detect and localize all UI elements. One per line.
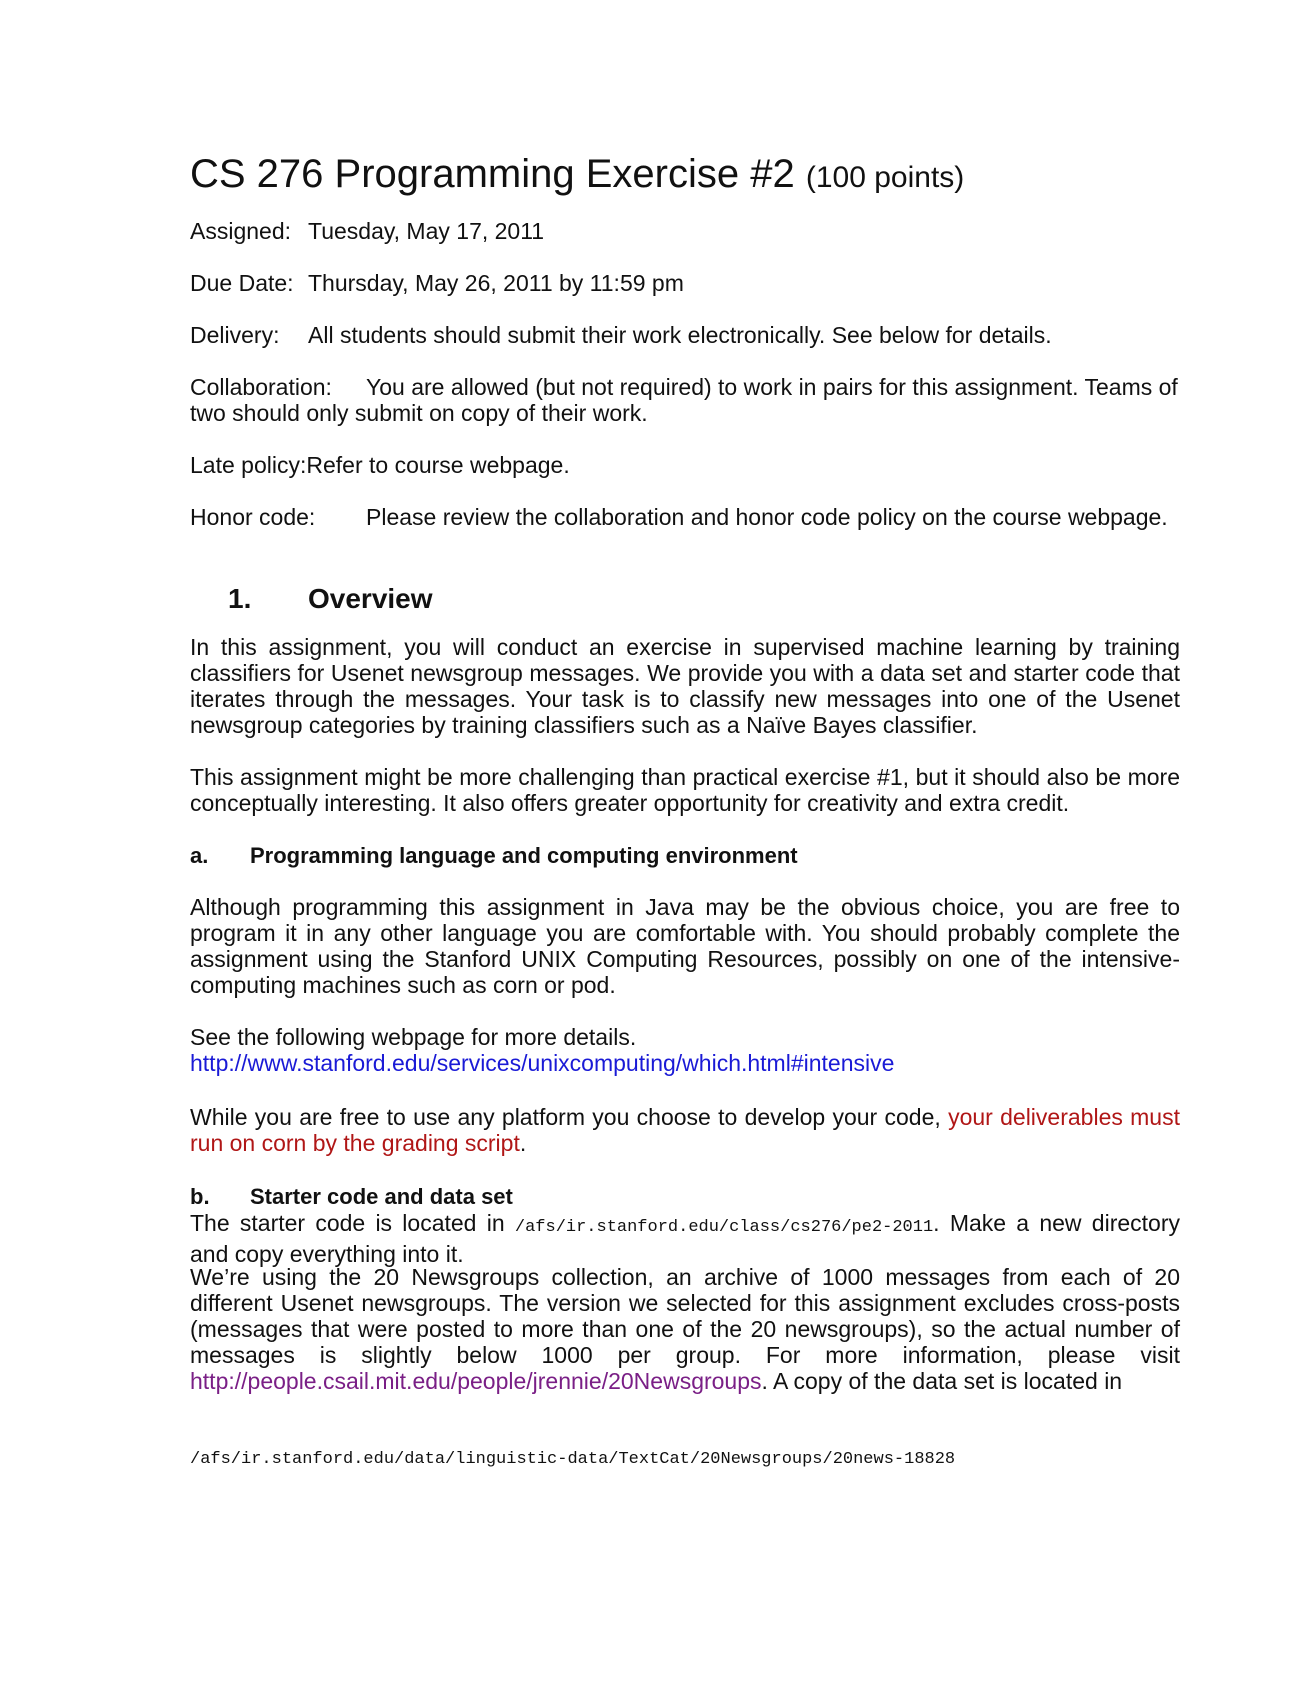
section-a-number: a. — [190, 843, 209, 868]
assigned-value: Tuesday, May 17, 2011 — [308, 218, 545, 244]
overview-title: Overview — [308, 583, 433, 614]
honor-code-label: Honor code: — [190, 504, 316, 530]
late-policy-row — [190, 452, 570, 478]
collaboration-label: Collaboration: — [190, 374, 332, 400]
honor-code-value: Please review the collaboration and honor code policy on the course webpage. — [366, 504, 1168, 530]
late-policy-label: Late policy: — [190, 452, 307, 478]
overview-paragraph-1: In this assignment, you will conduct an exercise in supervised machine learning by training classifiers for Usenet newsgroup messages. We provide you with a data set and starter code that iterates through the messages. Your task is to classify new messages into one of the Usenet newsgroup categories by training classifiers such as a Naïve Bayes classifier. — [190, 634, 1180, 738]
section-b-number: b. — [190, 1184, 210, 1209]
starter-text: The starter code is located in — [190, 1210, 515, 1236]
section-b-title: Starter code and data set — [250, 1184, 513, 1209]
section-a-heading — [190, 843, 798, 869]
collection-text-end: . A copy of the data set is located in — [761, 1368, 1123, 1394]
document-title — [190, 150, 964, 202]
details-intro: See the following webpage for more details. — [190, 1024, 637, 1050]
section-b-heading — [190, 1184, 513, 1210]
due-date-label: Due Date: — [190, 270, 294, 296]
delivery-value: All students should submit their work electronically. See below for details. — [308, 322, 1052, 348]
section-a-title: Programming language and computing environment — [250, 843, 798, 868]
collection-text: We’re using the 20 Newsgroups collection, an archive of 1000 messages from each of 20 different Usenet newsgroups. The version we selected for this assignment excludes cross-posts (messages that were posted to more than one of the 20 newsgroups), so the actual number of messages is slightly below 1000 per group. For more information, please visit — [190, 1264, 1180, 1368]
title-main: CS 276 Programming Exercise #2 — [190, 152, 795, 196]
collaboration-value: You are allowed (but not required) to work in pairs for this assignment. Teams of two should only submit on copy of their work. — [190, 374, 1178, 426]
data-set-path: /afs/ir.stanford.edu/data/linguistic-data/TextCat/20Newsgroups/20news-18828 — [190, 1450, 956, 1469]
collection-paragraph — [190, 1264, 1180, 1394]
assigned-row — [190, 218, 544, 244]
delivery-row — [190, 322, 1052, 348]
due-date-row — [190, 270, 684, 296]
delivery-label: Delivery: — [190, 322, 280, 348]
platform-text-end: . — [519, 1130, 527, 1156]
starter-code-paragraph — [190, 1210, 1180, 1267]
platform-text: While you are free to use any platform you choose to develop your code, — [190, 1104, 949, 1130]
overview-paragraph-2: This assignment might be more challenging than practical exercise #1, but it should also be more conceptually interesting. It also offers greater opportunity for creativity and extra credit. — [190, 764, 1180, 816]
starter-path: /afs/ir.stanford.edu/class/cs276/pe2-2011 — [514, 1218, 934, 1237]
collaboration-row — [190, 374, 1180, 426]
due-date-value: Thursday, May 26, 2011 by 11:59 pm — [308, 270, 684, 296]
assigned-label: Assigned: — [190, 218, 292, 244]
title-points: (100 points) — [805, 161, 965, 194]
starter-text-end: . Make a new directory and copy everything into it. — [190, 1210, 1180, 1267]
section-a-paragraph-2 — [190, 1024, 1180, 1076]
honor-code-row — [190, 504, 1168, 530]
overview-number: 1. — [228, 583, 252, 614]
section-a-paragraph-1: Although programming this assignment in Java may be the obvious choice, you are free to program it in any other language you are comfortable with. You should probably complete the assignment using the Stanford UNIX Computing Resources, possibly on one of the intensive-computing machines such as corn or pod. — [190, 894, 1180, 998]
section-a-paragraph-3 — [190, 1104, 1180, 1156]
overview-heading — [228, 583, 433, 615]
unix-computing-link[interactable]: http://www.stanford.edu/services/unixcomputing/which.html#intensive — [190, 1050, 895, 1076]
newsgroups-link[interactable]: http://people.csail.mit.edu/people/jrennie/20Newsgroups — [190, 1368, 762, 1394]
late-policy-value: Refer to course webpage. — [306, 452, 570, 478]
deliverables-warning: your deliverables must run on corn by the grading script — [190, 1104, 1180, 1156]
